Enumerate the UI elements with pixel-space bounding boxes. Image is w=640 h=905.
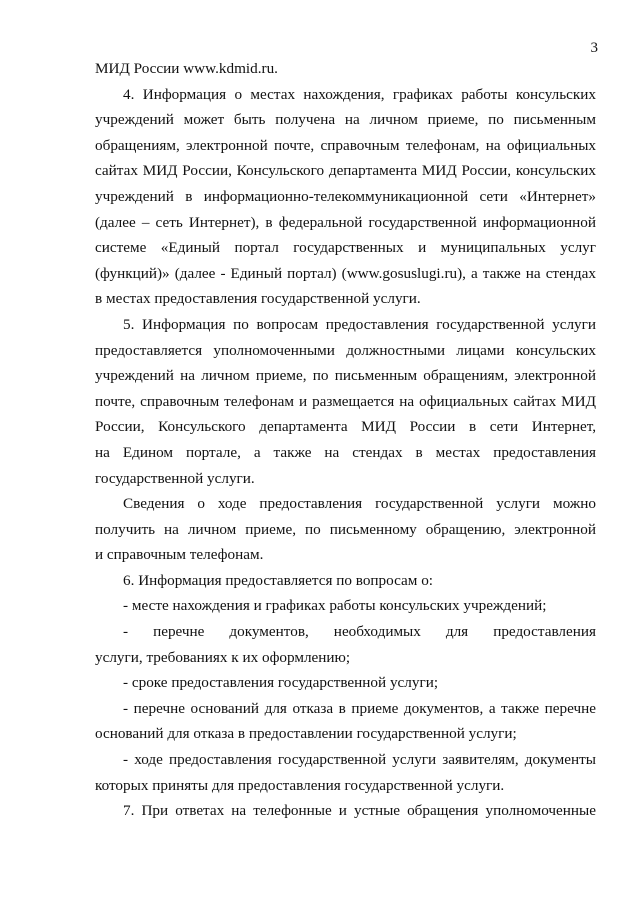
text-line: учреждений может быть получена на личном приеме, по письменным [95,111,596,129]
text-line: услуги, требованиях к их оформлению; [95,648,351,666]
text-line: 4. Информация о местах нахождения, графиках работы консульских [123,85,596,103]
text-line: (функций)» (далее - Единый портал) (www.gosuslugi.ru), а также на стендах [95,264,596,282]
text-line: которых приняты для предоставления государственной услуги. [95,776,505,794]
text-line: (далее – сеть Интернет), в федеральной государственной информационной [95,213,596,231]
list-item: - перечне оснований для отказа в приеме документов, а также перечне [123,699,596,717]
text-line: 7. При ответах на телефонные и устные обращения уполномоченные [123,802,596,820]
text-line: оснований для отказа в предоставлении государственной услуги; [95,725,517,743]
text-line: 5. Информация по вопросам предоставления государственной услуги [123,315,596,333]
text-line: на Едином портале, а также на стендах в местах предоставления [95,443,596,461]
text-line: предоставляется уполномоченными должностными лицами консульских [95,341,596,359]
document-body [95,56,596,824]
text-line: России, Консульского департамента МИД России в сети Интернет, [95,418,596,436]
paragraph-6 [95,568,596,798]
list-item: - ходе предоставления государственной услуги заявителям, документы [123,751,596,769]
text-line: системе «Единый портал государственных и муниципальных услуг [95,239,596,257]
list-item: - перечне документов, необходимых для предоставления [123,623,596,641]
text-line: в местах предоставления государственной услуги. [95,290,421,308]
text-line: и справочным телефонам. [95,546,264,564]
paragraph-status [95,491,596,568]
paragraph-7 [95,798,596,824]
list-item: - месте нахождения и графиках работы консульских учреждений; [123,597,547,615]
text-line: МИД России www.kdmid.ru. [95,60,278,77]
text-line: учреждений в информационно-телекоммуникационной сети «Интернет» [95,187,596,205]
text-line: обращениям, электронной почте, справочным телефонам, на официальных [95,136,596,154]
text-line: государственной услуги. [95,469,255,487]
text-line: сайтах МИД России, Консульского департамента МИД России, консульских [95,162,596,180]
page-number: 3 [590,40,598,56]
text-line: учреждений на личном приеме, по письменным обращениям, электронной [95,367,596,385]
text-line: Сведения о ходе предоставления государственной услуги можно [123,495,596,513]
paragraph-5 [95,312,596,491]
paragraph-4 [95,82,596,312]
text-line: 6. Информация предоставляется по вопросам о: [123,571,434,589]
text-line: почте, справочным телефонам и размещается на официальных сайтах МИД [95,392,596,410]
text-line: получить на личном приеме, по письменному обращению, электронной [95,520,596,538]
list-item: - сроке предоставления государственной услуги; [123,674,439,692]
